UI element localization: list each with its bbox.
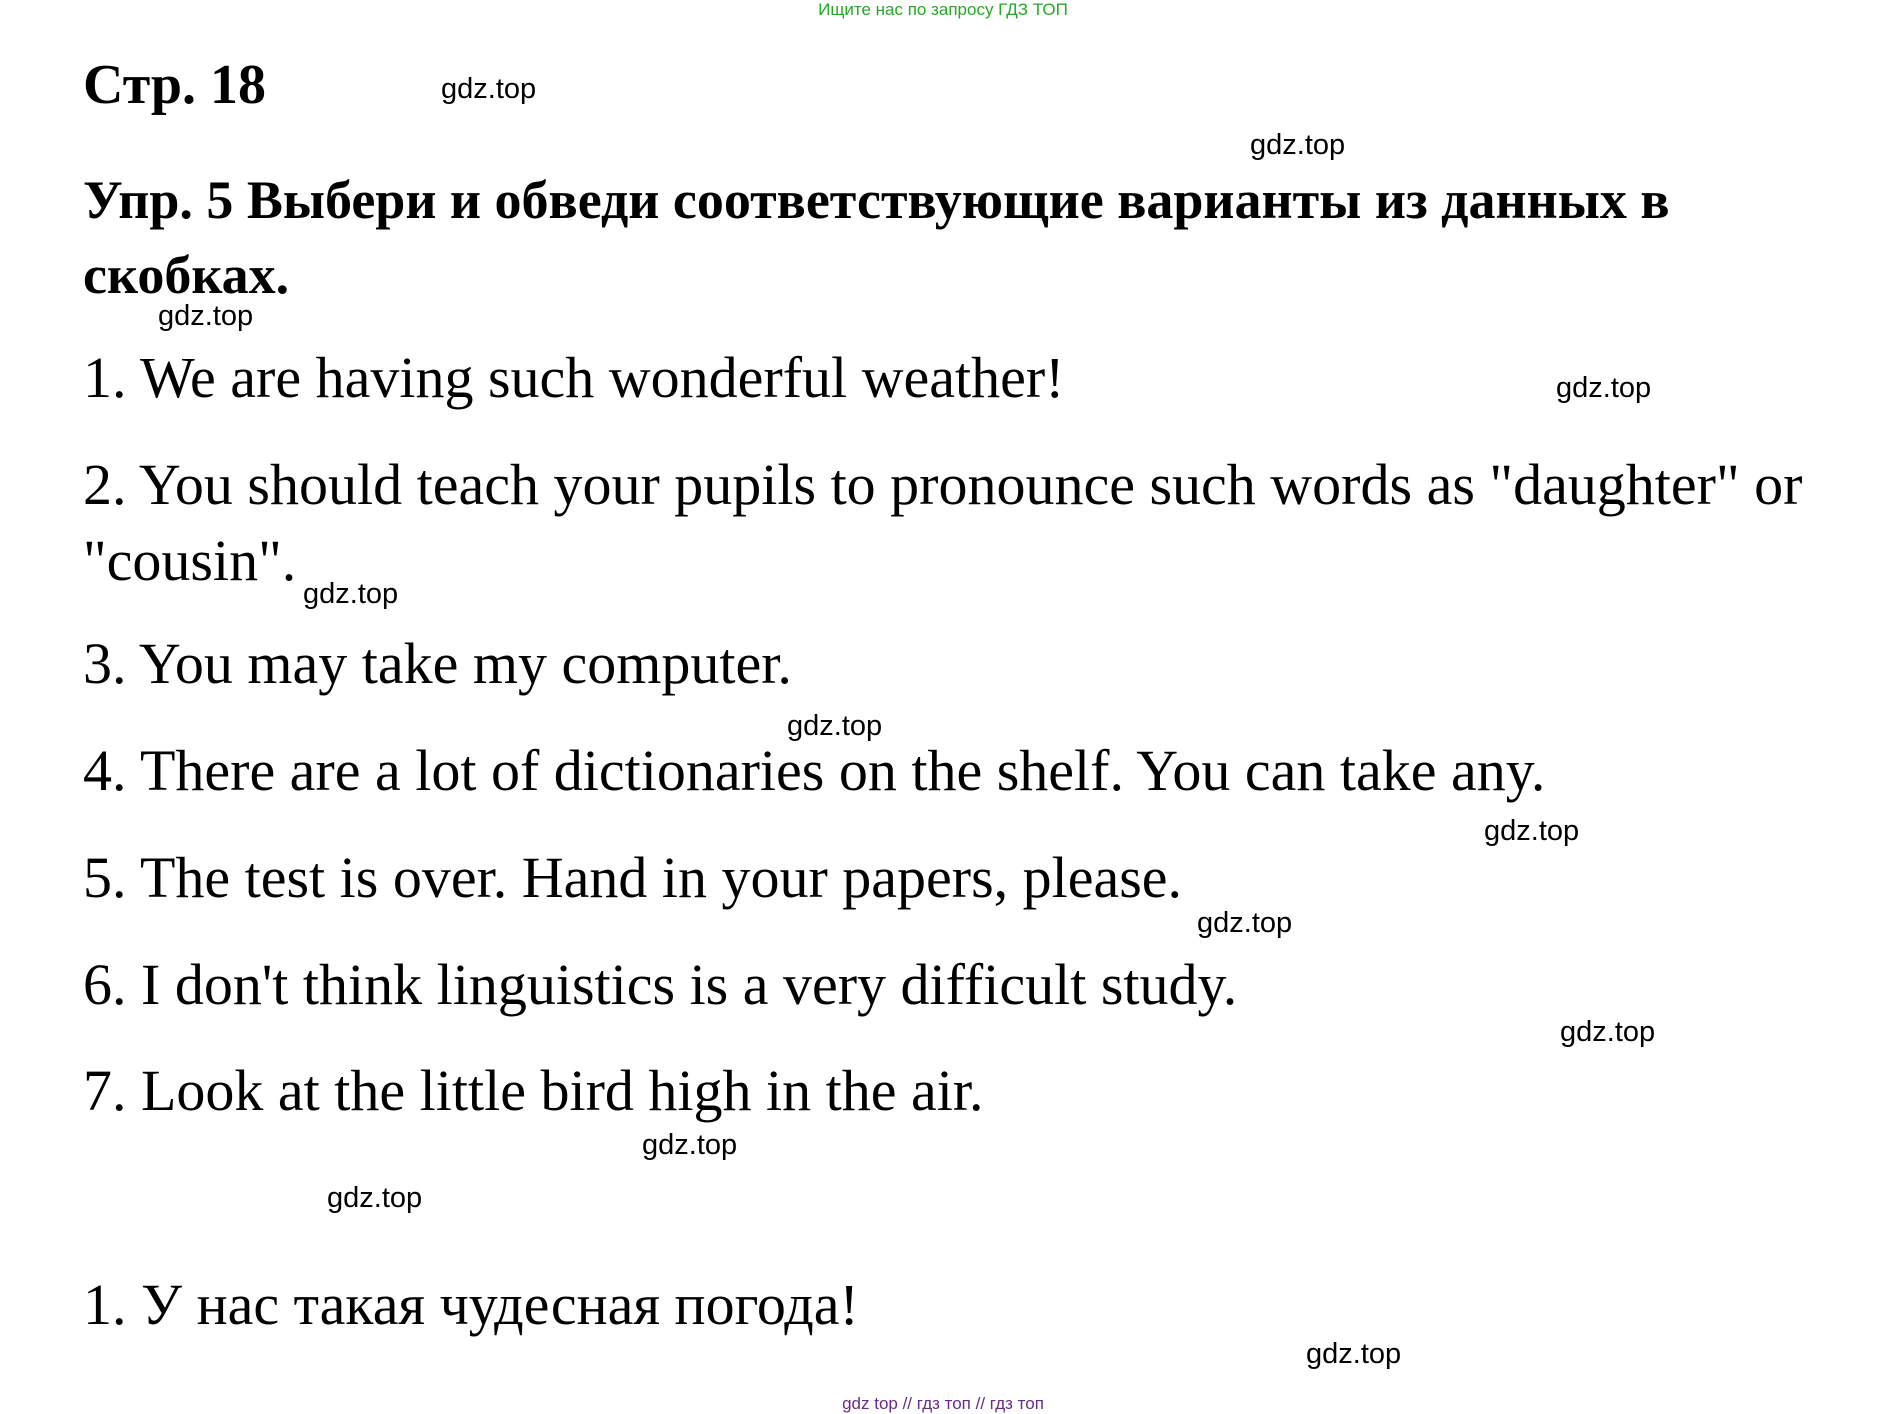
sentence-4: 4. There are a lot of dictionaries on the shelf. You can take any.: [83, 738, 1546, 803]
translation-1: 1. У нас такая чудесная погода!: [83, 1272, 859, 1337]
watermark: gdz.top: [1556, 372, 1652, 404]
watermark: gdz.top: [158, 300, 254, 332]
watermark: gdz.top: [642, 1129, 738, 1161]
watermark: gdz.top: [1306, 1338, 1402, 1370]
watermark: gdz.top: [441, 73, 537, 105]
watermark: gdz.top: [1197, 907, 1293, 939]
watermark: gdz.top: [303, 578, 399, 610]
watermark: gdz.top: [1560, 1016, 1656, 1048]
sentence-1: 1. We are having such wonderful weather!: [83, 345, 1065, 410]
sentence-7: 7. Look at the little bird high in the air.: [83, 1058, 984, 1123]
footer-links: gdz top // гдз топ // гдз топ: [842, 1394, 1044, 1413]
exercise-title: Упр. 5 Выбери и обведи соответствующие варианты из данных в скобках.: [83, 170, 1670, 305]
sentence-2: 2. You should teach your pupils to pronounce such words as "daughter" or "cousin".: [83, 452, 1803, 593]
sentence-6: 6. I don't think linguistics is a very difficult study.: [83, 952, 1238, 1017]
watermark: gdz.top: [1484, 815, 1580, 847]
top-banner: Ищите нас по запросу ГДЗ ТОП: [818, 0, 1068, 19]
watermark: gdz.top: [1250, 129, 1346, 161]
sentence-3: 3. You may take my computer.: [83, 631, 792, 696]
page-title: Стр. 18: [83, 54, 267, 116]
sentence-5: 5. The test is over. Hand in your papers, please.: [83, 845, 1183, 910]
watermark: gdz.top: [787, 710, 883, 742]
watermark: gdz.top: [327, 1182, 423, 1214]
